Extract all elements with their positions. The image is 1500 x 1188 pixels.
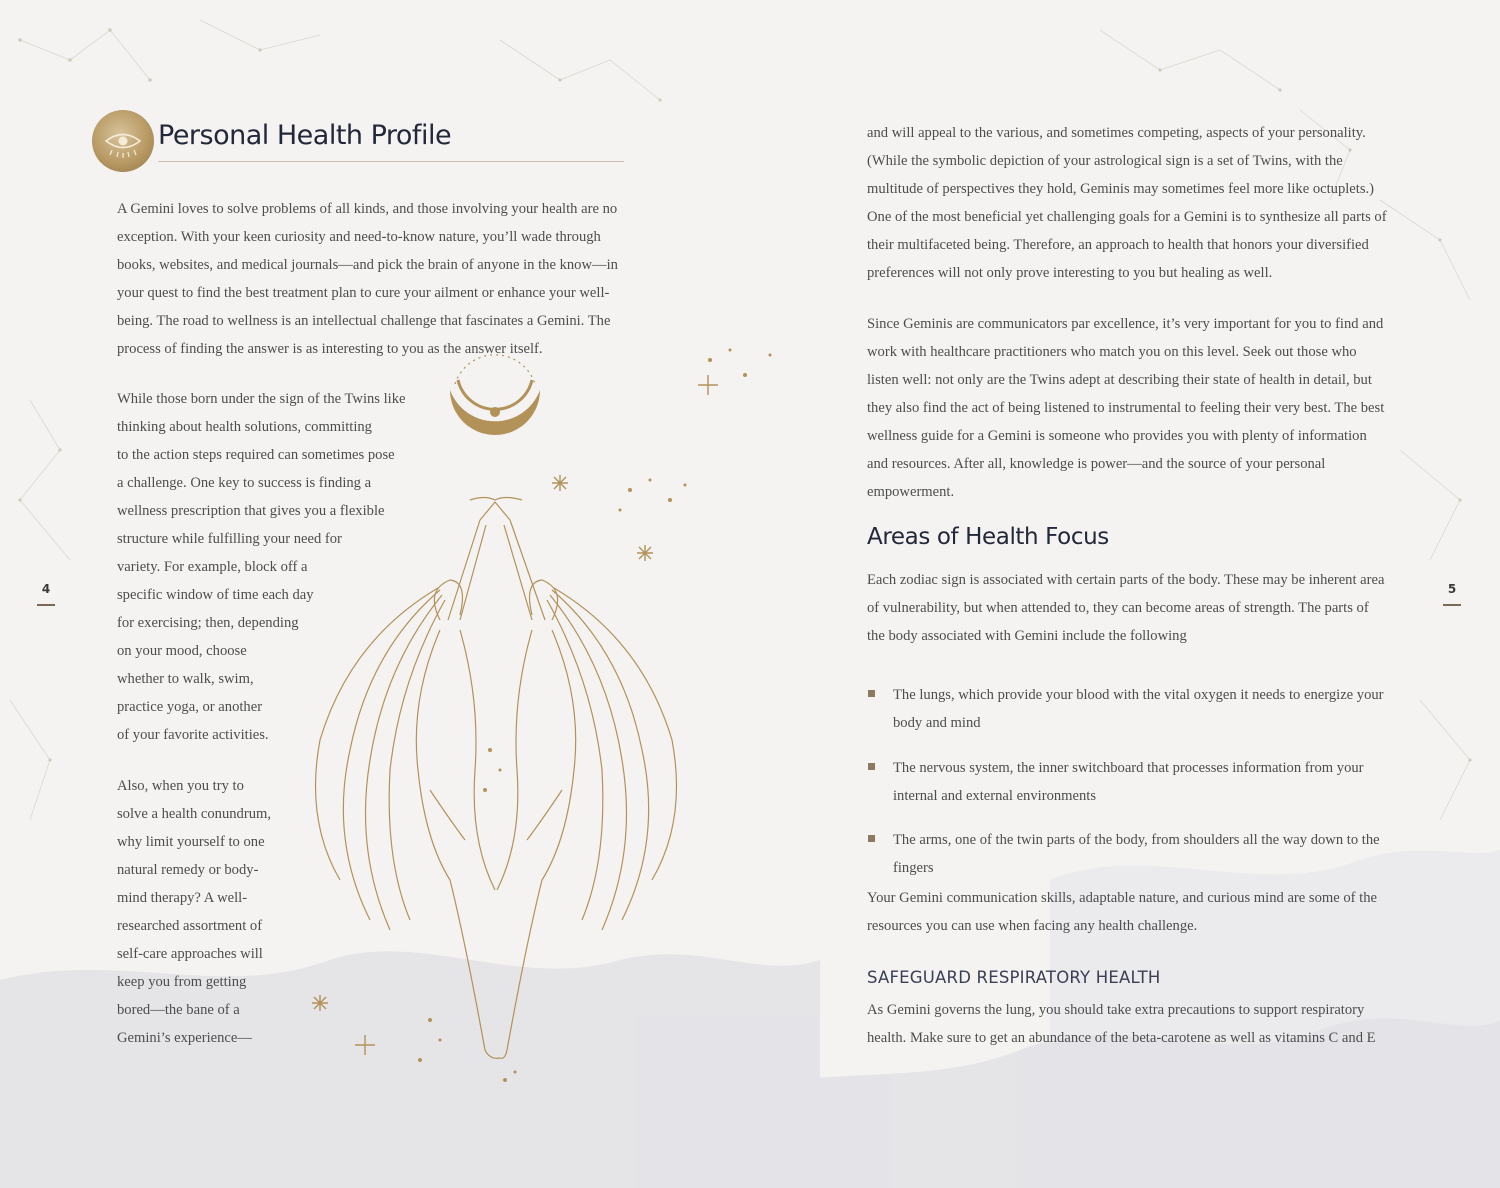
closing-paragraph: Your Gemini communication skills, adaptable nature, and curious mind are some of the resources you can use when facing any health challenge.	[867, 890, 1377, 934]
respiratory-paragraph: As Gemini governs the lung, you should take extra precautions to support respiratory health. Make sure to get an abundance of the beta-carotene as well as vitamins C and E	[867, 1002, 1376, 1046]
paragraph-line: wellness prescription that gives you a flexible	[117, 503, 385, 519]
paragraph-line: why limit yourself to one	[117, 834, 265, 850]
paragraph-line: While those born under the sign of the Twins like	[117, 391, 406, 407]
paragraph-line: a challenge. One key to success is finding a	[117, 475, 372, 491]
paragraph-line: whether to walk, swim,	[117, 671, 254, 687]
bullet-nervous-system: The nervous system, the inner switchboard that processes information from your internal and external environments	[893, 760, 1364, 804]
paragraph-line: Gemini’s experience—	[117, 1030, 252, 1046]
paragraph-line: for exercising; then, depending	[117, 615, 299, 631]
page-number-left: 4	[41, 582, 51, 596]
bullet-lungs: The lungs, which provide your blood with the vital oxygen it needs to energize your body and mind	[893, 687, 1384, 731]
communicators-paragraph: Since Geminis are communicators par excellence, it’s very important for you to find and work with healthcare practitioners who match you on this level. Seek out those who listen well: not only are the Twins adept at describing their state of health in detail, but they also find the act of being listened to instrumental to feeling their very best. The best wellness guide for a Gemini is someone who provides you with plenty of information and resources. After all, knowledge is power—and the source of your personal empowerment.	[867, 316, 1385, 500]
paragraph-line: researched assortment of	[117, 918, 263, 934]
paragraph-line: thinking about health solutions, committing	[117, 419, 372, 435]
paragraph-line: keep you from getting	[117, 974, 247, 990]
paragraph-line: mind therapy? A well-	[117, 890, 248, 906]
paragraph-line: specific window of time each day	[117, 587, 314, 603]
paragraph-line: bored—the bane of a	[117, 1002, 240, 1018]
paragraph-line: structure while fulfilling your need for	[117, 531, 342, 547]
bullet-arms: The arms, one of the twin parts of the body, from shoulders all the way down to the fingers	[893, 832, 1380, 876]
respiratory-subheading: SAFEGUARD RESPIRATORY HEALTH	[867, 968, 1161, 987]
gemini-twins-illustration	[290, 320, 810, 1100]
wrap-paragraph-conundrum	[117, 772, 271, 1052]
paragraph-line: practice yoga, or another	[117, 699, 263, 715]
right-page	[750, 0, 1500, 1188]
page-number-rule-left	[37, 604, 55, 606]
paragraph-line: Also, when you try to	[117, 778, 244, 794]
intro-paragraph: A Gemini loves to solve problems of all kinds, and those involving your health are no exception. With your keen curiosity and need-to-know nature, you’ll wade through books, websites, and medical journals—and pick the brain of anyone in the know—in your quest to find the best treatment plan to cure your ailment or enhance your well-being. The road to wellness is an intellectual challenge that fascinates a Gemini. The process of finding the answer is as interesting to you as the answer itself.	[117, 201, 618, 357]
eye-emblem-icon	[92, 110, 154, 172]
paragraph-line: natural remedy or body-	[117, 862, 259, 878]
page-title: Personal Health Profile	[158, 120, 452, 151]
title-divider	[158, 161, 624, 162]
areas-heading: Areas of Health Focus	[867, 524, 1109, 550]
bullet-marker-icon	[868, 763, 875, 770]
paragraph-line: on your mood, choose	[117, 643, 247, 659]
paragraph-line: variety. For example, block off a	[117, 559, 308, 575]
bullet-marker-icon	[868, 835, 875, 842]
paragraph-line: self-care approaches will	[117, 946, 263, 962]
bullet-marker-icon	[868, 690, 875, 697]
page-number-rule-right	[1443, 604, 1461, 606]
paragraph-line: of your favorite activities.	[117, 727, 269, 743]
page-number-right: 5	[1447, 582, 1457, 596]
areas-intro: Each zodiac sign is associated with certain parts of the body. These may be inherent area of vulnerability, but when attended to, they can become areas of strength. The parts of the body associated with Gemini include the following	[867, 572, 1385, 644]
paragraph-line: solve a health conundrum,	[117, 806, 272, 822]
paragraph-line: to the action steps required can sometimes pose	[117, 447, 395, 463]
continuation-paragraph: and will appeal to the various, and sometimes competing, aspects of your personality. (While the symbolic depiction of your astrological sign is a set of Twins, with the multitude of perspectives they hold, Geminis may sometimes feel more like octuplets.) One of the most beneficial yet challenging goals for a Gemini is to synthesize all parts of their multifaceted being. Therefore, an approach to health that honors your diversified preferences will not only prove interesting to you but healing as well.	[867, 125, 1387, 281]
